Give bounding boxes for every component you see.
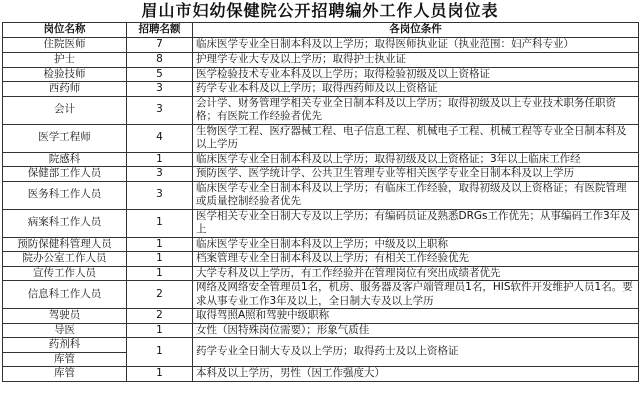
count-cell: 1 [127, 338, 193, 367]
requirements-cell: 药学专业全日制大专及以上学历；取得药士及以上资格证 [193, 338, 639, 367]
positions-table [2, 22, 639, 382]
table-row [3, 67, 639, 82]
count-cell: 1 [127, 209, 193, 237]
count-cell: 2 [127, 309, 193, 324]
position-cell: 医务科工作人员 [3, 181, 127, 209]
count-cell: 8 [127, 53, 193, 68]
position-cell: 药剂科 [3, 338, 127, 353]
requirements-cell: 档案管理专业全日制本科及以上学历；有相关工作经验优先 [193, 252, 639, 267]
count-cell: 3 [127, 82, 193, 97]
position-cell: 宣传工作人员 [3, 266, 127, 281]
table-row [3, 152, 639, 167]
requirements-cell: 女性（因特殊岗位需要）；形象气质佳 [193, 323, 639, 338]
count-cell: 1 [127, 367, 193, 382]
position-cell: 保健部工作人员 [3, 167, 127, 182]
requirements-cell: 网络及网络安全管理员1名，机房、服务器及客户端管理员1名，HIS软件开发维护人员1名。要求从事专业工作3年及以上，全日制大专及以上学历 [193, 281, 639, 309]
requirements-cell: 临床医学专业全日制本科及以上学历；取得初级及以上资格证；3年以上临床工作经 [193, 152, 639, 167]
count-cell: 1 [127, 252, 193, 267]
position-cell: 西药师 [3, 82, 127, 97]
requirements-cell: 生物医学工程、医疗器械工程、电子信息工程、机械电子工程、机械工程等专业全日制本科及以上学历 [193, 124, 639, 152]
table-row [3, 367, 639, 382]
count-cell: 5 [127, 67, 193, 82]
header-position: 岗位名称 [3, 23, 127, 38]
requirements-cell: 护理学专业大专及以上学历；取得护士执业证 [193, 53, 639, 68]
table-row [3, 124, 639, 152]
table-row [3, 323, 639, 338]
position-cell: 病案科工作人员 [3, 209, 127, 237]
position-cell: 驾驶员 [3, 309, 127, 324]
count-cell: 4 [127, 124, 193, 152]
count-cell: 3 [127, 167, 193, 182]
table-row [3, 38, 639, 53]
table-row [3, 96, 639, 124]
requirements-cell: 药学专业本科及以上学历；取得西药师及以上资格证 [193, 82, 639, 97]
table-row [3, 53, 639, 68]
requirements-cell: 医学相关专业全日制大专及以上学历；有编码员证及熟悉DRGs工作优先；从事编码工作3年及上 [193, 209, 639, 237]
table-row [3, 252, 639, 267]
position-cell: 院感科 [3, 152, 127, 167]
table-row [3, 266, 639, 281]
count-cell: 1 [127, 266, 193, 281]
count-cell: 1 [127, 237, 193, 252]
position-cell: 住院医师 [3, 38, 127, 53]
requirements-cell: 临床医学专业全日制本科及以上学历；有临床工作经验，取得初级及以上资格证；有医院管理或质量控制经验者优先 [193, 181, 639, 209]
position-cell: 导医 [3, 323, 127, 338]
requirements-cell: 取得驾照A照和驾驶中级职称 [193, 309, 639, 324]
count-cell: 2 [127, 281, 193, 309]
requirements-cell: 大学专科及以上学历，有工作经验并在管理岗位有突出成绩者优先 [193, 266, 639, 281]
count-cell: 1 [127, 323, 193, 338]
position-cell: 预防保健科管理人员 [3, 237, 127, 252]
table-row [3, 209, 639, 237]
table-row [3, 338, 639, 353]
count-cell: 3 [127, 181, 193, 209]
table-row [3, 281, 639, 309]
requirements-cell: 会计学、财务管理学相关专业全日制本科及以上学历；取得初级及以上专业技术职务任职资格；有医院工作经验者优先 [193, 96, 639, 124]
table-row [3, 82, 639, 97]
requirements-cell: 医学检验技术专业本科及以上学历；取得检验初级及以上资格证 [193, 67, 639, 82]
header-requirements: 各岗位条件 [193, 23, 639, 38]
count-cell: 3 [127, 96, 193, 124]
requirements-cell: 临床医学专业全日制本科及以上学历；中级及以上职称 [193, 237, 639, 252]
requirements-cell: 预防医学、医学统计学、公共卫生管理专业等相关医学专业全日制本科及以上学历 [193, 167, 639, 182]
count-cell: 1 [127, 152, 193, 167]
header-count: 招聘名额 [127, 23, 193, 38]
position-cell: 检验技师 [3, 67, 127, 82]
table-row [3, 309, 639, 324]
position-cell: 库管 [3, 352, 127, 367]
table-row [3, 237, 639, 252]
requirements-cell: 本科及以上学历，男性（因工作强度大） [193, 367, 639, 382]
position-cell: 会计 [3, 96, 127, 124]
table-header-row [3, 23, 639, 38]
position-cell: 护士 [3, 53, 127, 68]
page-title: 眉山市妇幼保健院公开招聘编外工作人员岗位表 [141, 1, 499, 20]
position-cell: 库管 [3, 367, 127, 382]
count-cell: 7 [127, 38, 193, 53]
position-cell: 信息科工作人员 [3, 281, 127, 309]
position-cell: 医学工程师 [3, 124, 127, 152]
table-row [3, 167, 639, 182]
table-body [3, 38, 639, 382]
requirements-cell: 临床医学专业全日制本科及以上学历；取得医师执业证（执业范围：妇产科专业） [193, 38, 639, 53]
table-row [3, 181, 639, 209]
position-cell: 院办公室工作人员 [3, 252, 127, 267]
